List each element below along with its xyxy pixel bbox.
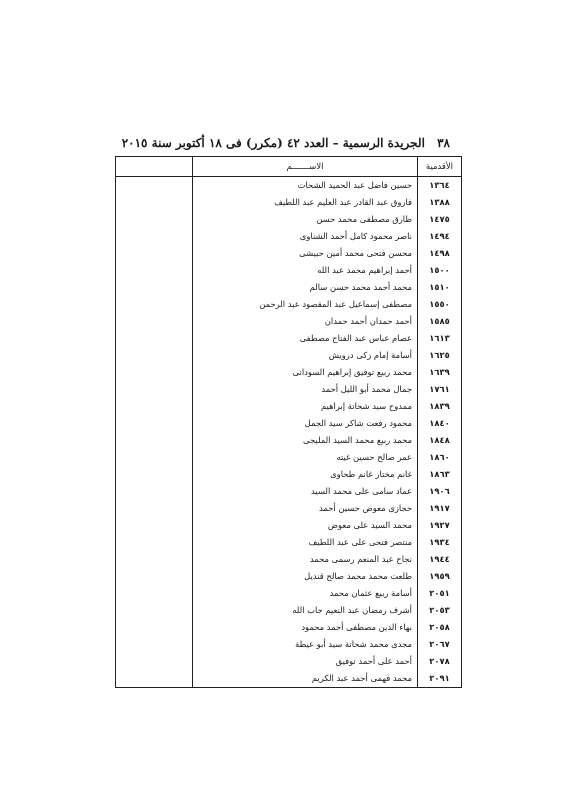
name-cell: عماد سامى على محمد السيد: [193, 483, 418, 500]
name-cell: حجازى معوض حسين أحمد: [193, 500, 418, 517]
table-row: [116, 245, 462, 262]
seniority-cell: ١٩٤٤: [418, 551, 462, 568]
table-row: [116, 415, 462, 432]
table-row: [116, 279, 462, 296]
seniority-cell: ٢٠٦٧: [418, 636, 462, 653]
blank-cell: [116, 602, 193, 619]
table-row: [116, 398, 462, 415]
table-row: [116, 262, 462, 279]
seniority-cell: ١٩٠٦: [418, 483, 462, 500]
seniority-cell: ١٥٥٠: [418, 296, 462, 313]
seniority-cell: ٢٠٥٣: [418, 602, 462, 619]
page-header: [121, 134, 450, 152]
gazette-issue-title: الجريدة الرسمية – العدد ٤٢ (مكرر) فى ١٨ أكتوبر سنة ٢٠١٥: [121, 136, 425, 150]
blank-cell: [116, 636, 193, 653]
name-cell: فاروق عبد القادر عبد العليم عبد اللطيف: [193, 194, 418, 211]
name-cell: عمر صالح حسين غيته: [193, 449, 418, 466]
blank-cell: [116, 364, 193, 381]
seniority-cell: ١٩٥٩: [418, 568, 462, 585]
name-cell: أحمد إبراهيم محمد عبد الله: [193, 262, 418, 279]
table-row: [116, 194, 462, 211]
table-row: [116, 653, 462, 670]
name-cell: محمد السيد على معوض: [193, 517, 418, 534]
seniority-cell: ١٦٢٥: [418, 347, 462, 364]
blank-cell: [116, 619, 193, 636]
table-row: [116, 585, 462, 602]
blank-cell: [116, 381, 193, 398]
table-row: [116, 551, 462, 568]
blank-cell: [116, 534, 193, 551]
name-cell: ناصر محمود كامل أحمد الشناوى: [193, 228, 418, 245]
blank-cell: [116, 500, 193, 517]
name-cell: أحمد حمدان أحمد حمدان: [193, 313, 418, 330]
seniority-cell: ١٦٣٩: [418, 364, 462, 381]
seniority-cell: ١٩٣٤: [418, 534, 462, 551]
name-cell: حسين فاضل عبد الحميد الشحات: [193, 177, 418, 195]
blank-cell: [116, 228, 193, 245]
seniority-cell: ١٨٦٣: [418, 466, 462, 483]
seniority-cell: ١٨٤٨: [418, 432, 462, 449]
name-cell: أسامة إمام زكى درويش: [193, 347, 418, 364]
blank-cell: [116, 279, 193, 296]
seniority-cell: ١٣٨٨: [418, 194, 462, 211]
seniority-cell: ١٦١٣: [418, 330, 462, 347]
table-row: [116, 381, 462, 398]
seniority-cell: ٢٠٥٨: [418, 619, 462, 636]
seniority-cell: ١٩١٧: [418, 500, 462, 517]
name-cell: نجاح عبد المنعم رسمى محمد: [193, 551, 418, 568]
name-cell: طلعت محمد محمد صالح قنديل: [193, 568, 418, 585]
table-row: [116, 449, 462, 466]
blank-cell: [116, 296, 193, 313]
blank-cell: [116, 262, 193, 279]
table-row: [116, 347, 462, 364]
name-cell: محمد ربيع محمد السيد المليجى: [193, 432, 418, 449]
seniority-cell: ١٤٩٨: [418, 245, 462, 262]
blank-cell: [116, 432, 193, 449]
name-cell: محمد ربيع توفيق إبراهيم السودانى: [193, 364, 418, 381]
table-row: [116, 619, 462, 636]
seniority-table: [115, 156, 462, 688]
blank-cell: [116, 568, 193, 585]
blank-cell: [116, 330, 193, 347]
blank-cell: [116, 670, 193, 688]
table-row: [116, 364, 462, 381]
seniority-cell: ١٨٤٠: [418, 415, 462, 432]
name-cell: غانم مختار غانم طحاوى: [193, 466, 418, 483]
seniority-cell: ١٣٦٤: [418, 177, 462, 195]
seniority-cell: ١٤٩٤: [418, 228, 462, 245]
name-cell: أحمد على أحمد توفيق: [193, 653, 418, 670]
blank-cell: [116, 585, 193, 602]
blank-cell: [116, 347, 193, 364]
name-cell: مصطفى إسماعيل عبد المقصود عبد الرحمن: [193, 296, 418, 313]
seniority-cell: ١٥٠٠: [418, 262, 462, 279]
table-row: [116, 534, 462, 551]
seniority-cell: ٢٠٩١: [418, 670, 462, 688]
seniority-cell: ١٥٨٥: [418, 313, 462, 330]
blank-cell: [116, 517, 193, 534]
blank-cell: [116, 194, 193, 211]
blank-cell: [116, 653, 193, 670]
seniority-cell: ٢٠٧٨: [418, 653, 462, 670]
name-cell: مجدى محمد شحاتة سيد أبو عيطة: [193, 636, 418, 653]
table-row: [116, 670, 462, 688]
column-header-blank: [116, 157, 193, 177]
name-cell: طارق مصطفى محمد حسن: [193, 211, 418, 228]
table-row: [116, 330, 462, 347]
blank-cell: [116, 245, 193, 262]
name-cell: بهاء الدين مصطفى أحمد محمود: [193, 619, 418, 636]
blank-cell: [116, 398, 193, 415]
name-cell: محمد أحمد محمد حسن سالم: [193, 279, 418, 296]
table-row: [116, 466, 462, 483]
blank-cell: [116, 415, 193, 432]
table-row: [116, 517, 462, 534]
table-row: [116, 313, 462, 330]
name-cell: منتصر فتحى على عبد اللطيف: [193, 534, 418, 551]
table-row: [116, 483, 462, 500]
name-cell: ممدوح سيد شحاتة إبراهيم: [193, 398, 418, 415]
blank-cell: [116, 211, 193, 228]
table-row: [116, 432, 462, 449]
blank-cell: [116, 177, 193, 195]
table-row: [116, 211, 462, 228]
blank-cell: [116, 466, 193, 483]
table-header-row: [116, 157, 462, 177]
blank-cell: [116, 551, 193, 568]
blank-cell: [116, 483, 193, 500]
column-header-seniority: الأقدمية: [418, 157, 462, 177]
page-number: ٣٨: [437, 136, 450, 150]
blank-cell: [116, 313, 193, 330]
seniority-cell: ١٨٣٩: [418, 398, 462, 415]
table-row: [116, 177, 462, 195]
table-row: [116, 636, 462, 653]
table-row: [116, 296, 462, 313]
seniority-cell: ٢٠٥١: [418, 585, 462, 602]
name-cell: عصام عباس عبد الفتاح مصطفى: [193, 330, 418, 347]
seniority-cell: ١٨٦٠: [418, 449, 462, 466]
name-cell: محمود رفعت شاكر سيد الجمل: [193, 415, 418, 432]
column-header-name: الاســـــــم: [193, 157, 418, 177]
table-row: [116, 568, 462, 585]
name-cell: محمد فهمى أحمد عبد الكريم: [193, 670, 418, 688]
name-cell: جمال محمد أبو الليل أحمد: [193, 381, 418, 398]
table-row: [116, 500, 462, 517]
name-cell: أشرف رمضان عبد النعيم جاب الله: [193, 602, 418, 619]
table-body: [116, 177, 462, 688]
blank-cell: [116, 449, 193, 466]
seniority-cell: ١٤٧٥: [418, 211, 462, 228]
seniority-cell: ١٧٦١: [418, 381, 462, 398]
table-row: [116, 228, 462, 245]
table-row: [116, 602, 462, 619]
seniority-cell: ١٩٢٧: [418, 517, 462, 534]
name-cell: أسامة ربيع عثمان محمد: [193, 585, 418, 602]
name-cell: محسن فتحى محمد أمين حبيشى: [193, 245, 418, 262]
seniority-cell: ١٥١٠: [418, 279, 462, 296]
